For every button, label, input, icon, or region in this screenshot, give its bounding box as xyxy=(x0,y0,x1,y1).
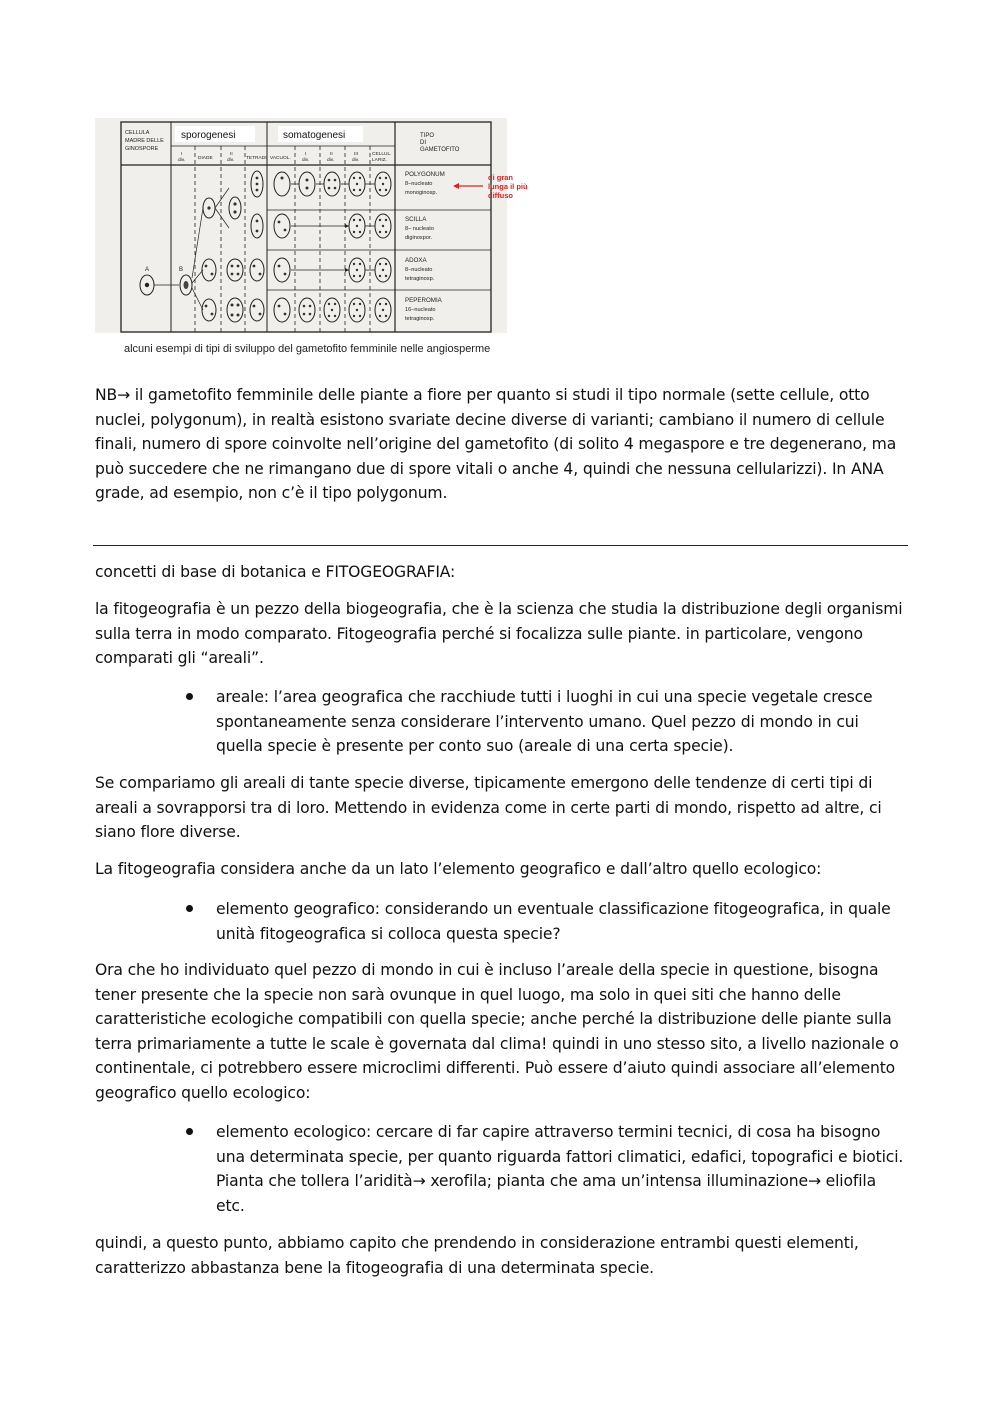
header-cellula-2: MADRE DELLE xyxy=(125,138,164,144)
header-tipo-2: DI xyxy=(420,140,426,146)
red-note-2: lunga il più xyxy=(488,182,528,191)
section-title: concetti di base di botanica e FITOGEOGRAFIA: xyxy=(95,563,456,581)
sub-cellul-1: CELLUL. xyxy=(372,152,392,157)
mother-cell-a xyxy=(140,275,154,295)
type-2-l2: diginospor. xyxy=(405,235,433,241)
paragraph-elements: La fitogeografia considera anche da un lato l’elemento geografico e dall’altro quello ecologico: xyxy=(95,860,822,878)
paragraph-final: quindi, a questo punto, abbiamo capito che prendendo in considerazione entrambi questi elementi, caratterizzo abbastanza bene la fitogeografia di una determinata specie. xyxy=(95,1234,859,1277)
label-a: A xyxy=(145,267,150,273)
sub-i-div-b-2: div. xyxy=(302,158,310,163)
paragraph-compare: Se compariamo gli areali di tante specie diverse, tipicamente emergono delle tendenze di certi tipi di areali a sovrapporsi tra di loro. Mettendo in evidenza come in certe parti di mondo, rispetto ad altre, ci siano flore diverse. xyxy=(95,774,882,841)
header-tipo-3: GAMETOFITO xyxy=(420,147,460,153)
section-divider xyxy=(93,545,908,546)
sub-diade: DIADE xyxy=(198,156,213,161)
red-note-3: diffuso xyxy=(488,191,513,200)
cell-b xyxy=(180,275,192,295)
sub-i-div-b-1: I xyxy=(305,152,307,157)
bullet-dot-areale xyxy=(186,693,193,700)
sub-iii-div-2: div. xyxy=(352,158,360,163)
header-cellula-3: GINOSPORE xyxy=(125,146,159,152)
sub-iii-div-1: III xyxy=(354,152,358,157)
sub-ii-div-1: II xyxy=(230,152,233,157)
type-2-l1: 8– nucleato xyxy=(405,226,434,232)
label-b: B xyxy=(179,267,184,273)
red-note-1: di gran xyxy=(488,173,514,182)
bullet-elemento-geografico: elemento geografico: considerando un eventuale classificazione fitogeografica, in quale unità fitogeografica si colloca questa specie? xyxy=(216,900,891,943)
header-cellula-1: CELLULA xyxy=(125,130,150,136)
type-1-name: POLYGONUM xyxy=(405,171,445,178)
header-tipo-1: TIPO xyxy=(420,133,435,139)
type-2-name: SCILLA xyxy=(405,216,427,223)
type-4-l1: 16–nucleato xyxy=(405,307,436,313)
bullet-dot-eco xyxy=(186,1128,193,1135)
sub-ii-div-b-1: II xyxy=(330,152,333,157)
bullet-areale: areale: l’area geografica che racchiude tutti i luoghi in cui una specie vegetale cresce spontaneamente senza considerare l’intervento umano. Quel pezzo di mondo in cui quella specie è presente per conto suo (areale di una certa specie). xyxy=(216,688,873,755)
sub-vacuol: VACUOL. xyxy=(270,156,291,161)
figure-svg xyxy=(95,118,528,333)
sub-i-div-1: I xyxy=(181,152,183,157)
sub-ii-div-2: div. xyxy=(227,158,235,163)
type-3-l2: tetraginosp. xyxy=(405,276,435,282)
header-somatogenesi: somatogenesi xyxy=(283,130,346,141)
type-1-l2: monoginosp. xyxy=(405,190,438,196)
paragraph-nb: NB→ il gametofito femminile delle piante a fiore per quanto si studi il tipo normale (sette cellule, otto nuclei, polygonum), in realtà esistono svariate decine diverse di varianti; cambiano il numero di cellule finali, numero di spore coinvolte nell’origine del gametofito (di solito 4 megaspore e tre degenerano, ma può succedere che ne rimangano due di spore vitali o anche 4, quindi che nessuna cellularizzi). In ANA grade, ad esempio, non c’è il tipo polygonum. xyxy=(95,386,897,502)
sub-ii-div-b-2: div. xyxy=(327,158,335,163)
type-4-l2: tetraginosp. xyxy=(405,316,435,322)
bullet-dot-geo xyxy=(186,905,193,912)
figure-caption: alcuni esempi di tipi di sviluppo del gametofito femminile nelle angiosperme xyxy=(124,343,491,355)
sub-tetradi: TETRADI xyxy=(246,156,267,161)
sub-cellul-2: LARIZ. xyxy=(372,158,387,163)
paragraph-ora: Ora che ho individuato quel pezzo di mondo in cui è incluso l’areale della specie in questione, bisogna tener presente che la specie non sarà ovunque in quel luogo, ma solo in quei siti che hanno delle caratteristiche ecologiche compatibili con quella specie; anche perché la distribuzione delle piante sulla terra primariamente a tutte le scale è governata dal clima! quindi in uno stesso sito, a livello nazionale o continentale, ci potrebbero essere microclimi differenti. Può essere d’aiuto quindi associare all’elemento geografico quello ecologico: xyxy=(95,961,899,1102)
type-3-l1: 8–nucleato xyxy=(405,267,433,273)
paragraph-intro: la fitogeografia è un pezzo della biogeografia, che è la scienza che studia la distribuzione degli organismi sulla terra in modo comparato. Fitogeografia perché si focalizza sulle piante. in particolare, vengono comparati gli “areali”. xyxy=(95,600,903,667)
gametophyte-development-figure xyxy=(95,118,528,333)
sub-i-div-2: div. xyxy=(178,158,186,163)
type-1-l1: 8–nucleato xyxy=(405,181,433,187)
type-3-name: ADOXA xyxy=(405,257,427,264)
header-sporogenesi: sporogenesi xyxy=(181,130,236,141)
bullet-elemento-ecologico: elemento ecologico: cercare di far capire attraverso termini tecnici, di cosa ha bisogno una determinata specie, per quanto riguarda fattori climatici, edafici, topografici e biotici. Pianta che tollera l’aridità→ xerofila; pianta che ama un’intensa illuminazione→ eliofila etc. xyxy=(216,1123,904,1215)
type-4-name: PEPEROMIA xyxy=(405,297,442,304)
